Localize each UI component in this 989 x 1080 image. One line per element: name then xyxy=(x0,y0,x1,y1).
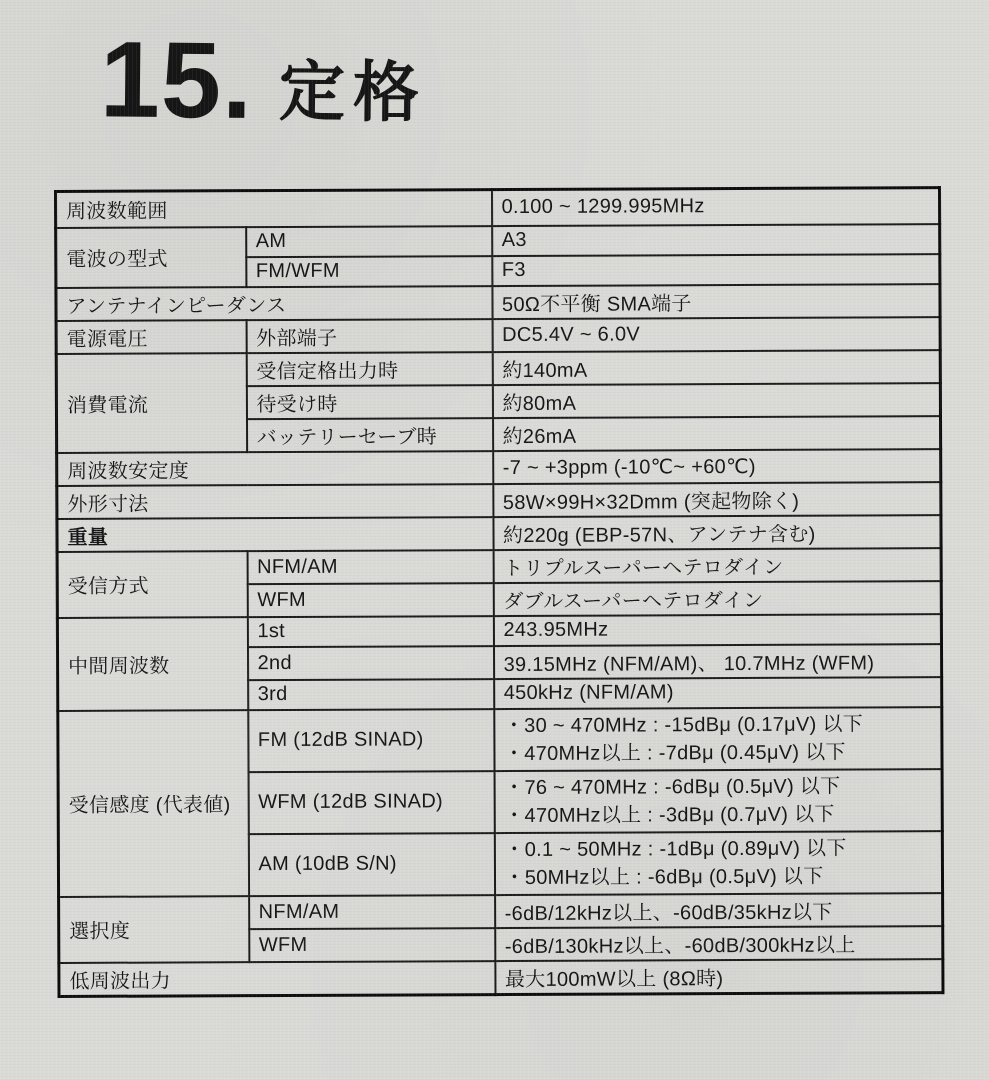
value-cell: ダブルスーパーヘテロダイン xyxy=(493,581,941,616)
value-line: ・30 ~ 470MHz : -15dBμ (0.17μV) 以下 xyxy=(503,712,864,737)
sub-label-cell: 外部端子 xyxy=(246,319,492,353)
value-cell: 50Ω不平衡 SMA端子 xyxy=(492,284,940,319)
value-cell: 最大100mW以上 (8Ω時) xyxy=(495,959,943,994)
row-label-cell: 重量 xyxy=(57,517,493,552)
sub-label-cell: 待受け時 xyxy=(246,385,492,419)
row-label-cell: 周波数安定度 xyxy=(57,451,493,486)
sub-label-cell: 2nd xyxy=(247,646,493,680)
value-cell: DC5.4V ~ 6.0V xyxy=(492,317,940,352)
spec-row-intermediate-frequency xyxy=(57,614,941,648)
value-line: ・76 ~ 470MHz : -6dBμ (0.5μV) 以下 xyxy=(504,775,841,799)
spec-row-emission-type xyxy=(56,224,940,258)
row-label-cell: 選択度 xyxy=(59,896,249,963)
section-number: 15. xyxy=(99,18,254,141)
spec-row-supply-voltage xyxy=(56,317,940,354)
value-cell: 58W×99H×32Dmm (突起物除く) xyxy=(493,482,941,517)
sub-label-cell: バッテリーセーブ時 xyxy=(246,418,492,452)
spec-row-frequency-stability xyxy=(57,449,941,486)
spec-row-current-consumption xyxy=(56,350,940,387)
value-line: ・0.1 ~ 50MHz : -1dBμ (0.89μV) 以下 xyxy=(504,837,847,861)
value-cell xyxy=(494,707,942,771)
value-cell: 約26mA xyxy=(492,416,940,451)
value-cell: 約140mA xyxy=(492,350,940,385)
spec-row-antenna-impedance xyxy=(56,284,940,321)
value-line: ・470MHz以上 : -3dBμ (0.7μV) 以下 xyxy=(504,803,835,827)
spec-row-frequency-range xyxy=(56,188,940,228)
value-line: ・50MHz以上 : -6dBμ (0.5μV) 以下 xyxy=(504,865,824,889)
sub-label-cell: 1st xyxy=(247,616,493,647)
spec-row-selectivity xyxy=(59,893,943,930)
value-cell: 243.95MHz xyxy=(493,614,941,646)
value-cell: トリプルスーパーヘテロダイン xyxy=(493,548,941,583)
row-label-cell: 周波数範囲 xyxy=(56,190,492,228)
row-label-cell: 受信方式 xyxy=(57,551,247,618)
sub-label-cell: AM (10dB S/N) xyxy=(248,833,494,896)
sub-label-cell: WFM xyxy=(247,583,493,617)
value-cell: 39.15MHz (NFM/AM)、 10.7MHz (WFM) xyxy=(493,644,941,679)
value-cell: F3 xyxy=(492,254,940,286)
value-cell: 450kHz (NFM/AM) xyxy=(494,677,942,709)
value-cell: 約220g (EBP-57N、アンテナ含む) xyxy=(493,515,941,550)
row-label-cell: 低周波出力 xyxy=(59,961,495,996)
spec-table xyxy=(54,186,945,997)
spec-row-sensitivity xyxy=(58,707,942,773)
sub-label-cell: NFM/AM xyxy=(249,895,495,929)
spec-row-weight xyxy=(57,515,941,552)
sub-label-cell: AM xyxy=(246,226,492,257)
sub-label-cell: WFM xyxy=(249,928,495,962)
sub-label-cell: FM (12dB SINAD) xyxy=(248,709,494,772)
value-cell: -6dB/130kHz以上、-60dB/300kHz以上 xyxy=(495,926,943,961)
page-title xyxy=(99,16,427,144)
value-cell: -6dB/12kHz以上、-60dB/35kHz以下 xyxy=(495,893,943,928)
section-title: 定格 xyxy=(278,54,428,130)
value-cell: 約80mA xyxy=(492,383,940,418)
value-cell: A3 xyxy=(492,224,940,256)
spec-row-dimensions xyxy=(57,482,941,519)
value-cell xyxy=(494,831,942,895)
spec-row-receiving-system xyxy=(57,548,941,585)
sub-label-cell: 3rd xyxy=(248,679,494,710)
row-label-cell: 外形寸法 xyxy=(57,484,493,519)
row-label-cell: アンテナインピーダンス xyxy=(56,286,492,321)
row-label-cell: 受信感度 (代表値) xyxy=(58,710,249,897)
row-label-cell: 電波の型式 xyxy=(56,227,246,288)
value-cell xyxy=(494,769,942,833)
spec-row-audio-output xyxy=(59,959,943,996)
row-label-cell: 消費電流 xyxy=(56,353,246,453)
sub-label-cell: WFM (12dB SINAD) xyxy=(248,771,494,834)
sub-label-cell: FM/WFM xyxy=(246,256,492,287)
sub-label-cell: 受信定格出力時 xyxy=(246,352,492,386)
row-label-cell: 中間周波数 xyxy=(57,617,247,711)
sub-label-cell: NFM/AM xyxy=(247,550,493,584)
row-label-cell: 電源電圧 xyxy=(56,320,246,354)
value-cell: -7 ~ +3ppm (-10℃~ +60℃) xyxy=(493,449,941,484)
value-line: ・470MHz以上 : -7dBμ (0.45μV) 以下 xyxy=(503,741,846,765)
value-cell: 0.100 ~ 1299.995MHz xyxy=(492,188,940,226)
